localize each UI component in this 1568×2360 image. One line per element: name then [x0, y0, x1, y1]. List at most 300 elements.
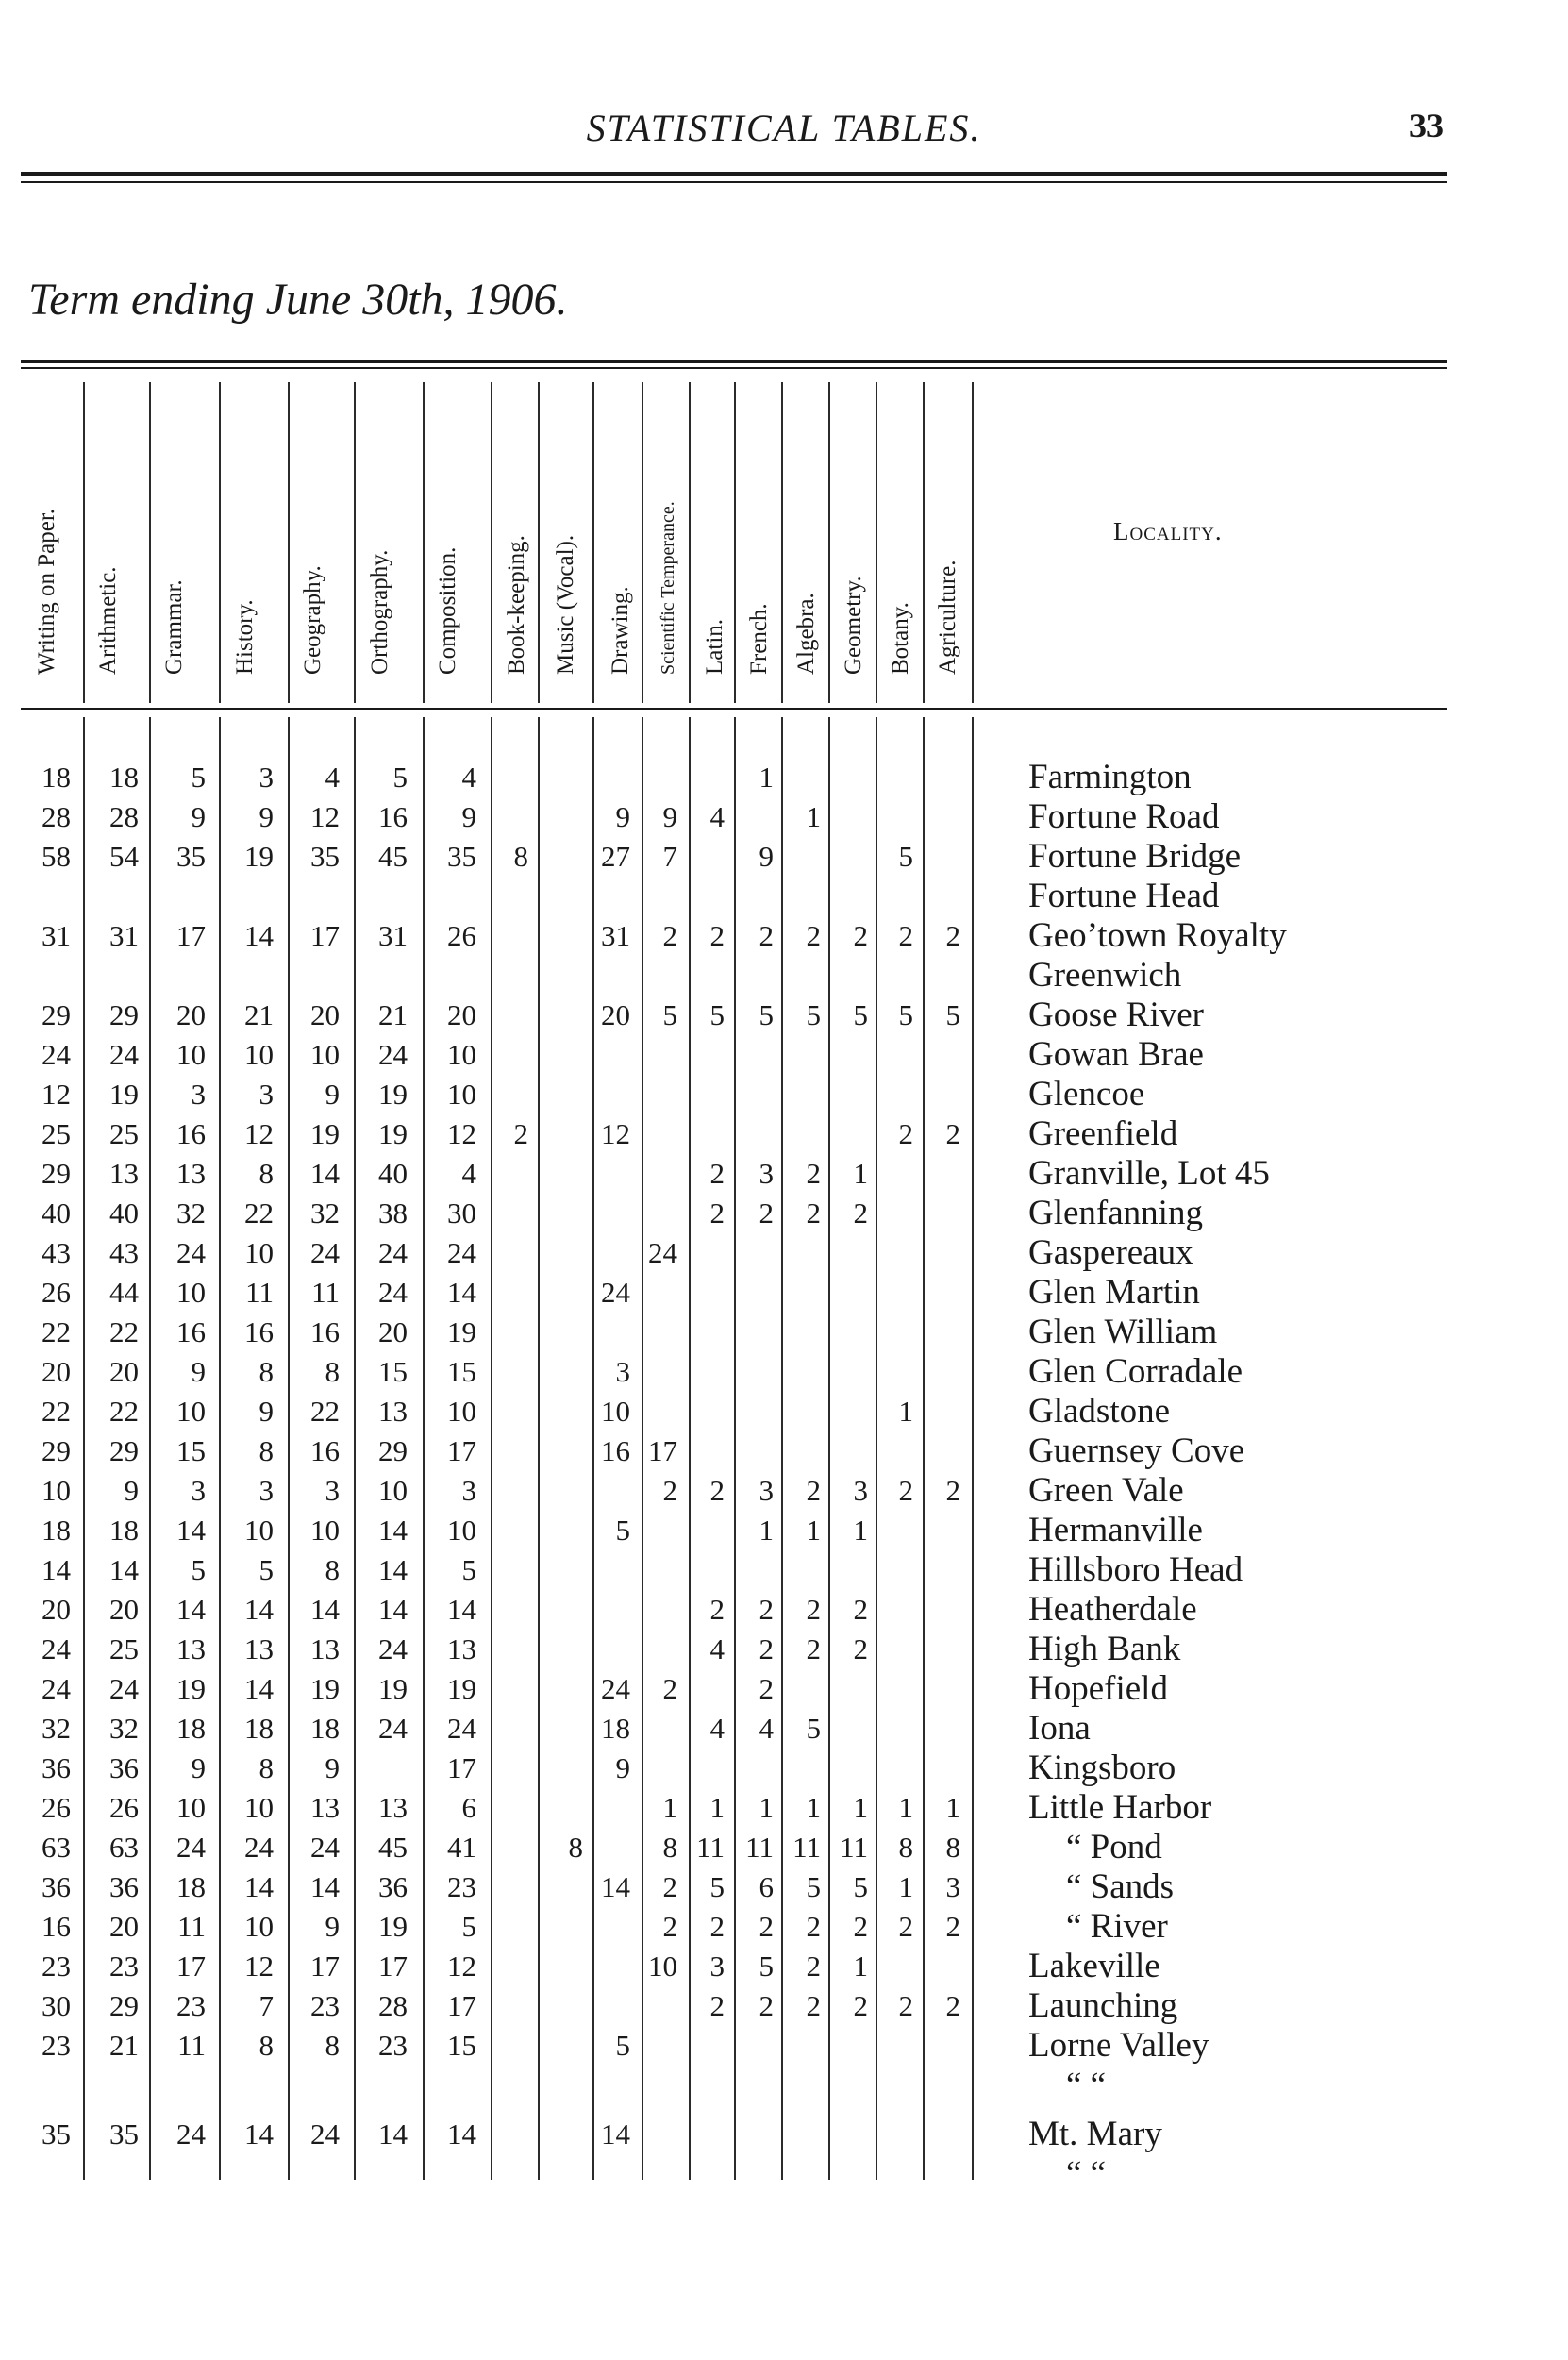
column-divider [354, 382, 356, 703]
table-cell: 10 [176, 1276, 206, 1309]
table-cell: 26 [42, 1791, 71, 1824]
column-divider [828, 382, 830, 703]
table-cell: 6 [759, 1870, 774, 1903]
table-cell: 18 [601, 1712, 630, 1745]
table-cell: 18 [310, 1712, 340, 1745]
table-cell: 12 [601, 1117, 630, 1150]
table-cell: 29 [109, 998, 139, 1031]
table-cell: 2 [806, 1910, 821, 1943]
table-cell: 36 [109, 1870, 139, 1903]
table-cell: 4 [709, 800, 725, 833]
table-cell: 5 [615, 1514, 630, 1547]
table-cell: 5 [806, 998, 821, 1031]
table-cell: 2 [709, 1910, 725, 1943]
locality-name: Iona [1028, 1709, 1091, 1748]
table-cell: 2 [945, 1910, 960, 1943]
table-cell: 11 [840, 1831, 868, 1864]
table-cell: 24 [378, 1712, 408, 1745]
table-cell: 31 [109, 919, 139, 952]
locality-name: Geo’town Royalty [1028, 916, 1287, 955]
table-cell: 2 [898, 1910, 913, 1943]
table-cell: 10 [648, 1950, 677, 1983]
table-cell: 2 [806, 1593, 821, 1626]
table-cell: 22 [42, 1395, 71, 1428]
table-cell: 20 [310, 998, 340, 1031]
table-cell: 13 [176, 1632, 206, 1665]
table-cell: 2 [945, 1989, 960, 2022]
table-cell: 1 [806, 1791, 821, 1824]
table-cell: 24 [310, 1831, 340, 1864]
column-header: Writing on Paper. [34, 508, 59, 675]
table-cell: 2 [806, 1950, 821, 1983]
table-cell: 10 [310, 1038, 340, 1071]
table-cell: 10 [447, 1395, 476, 1428]
table-cell: 6 [461, 1791, 476, 1824]
table-cell: 30 [447, 1197, 476, 1230]
table-cell: 18 [176, 1870, 206, 1903]
table-cell: 22 [109, 1315, 139, 1348]
column-divider [876, 382, 877, 703]
table-cell: 5 [191, 1553, 206, 1586]
locality-name: Little Harbor [1028, 1788, 1212, 1827]
table-cell: 9 [325, 1910, 340, 1943]
table-cell: 23 [42, 1950, 71, 1983]
table-cell: 5 [853, 1870, 868, 1903]
table-cell: 14 [378, 1593, 408, 1626]
table-cell: 14 [244, 2117, 274, 2151]
running-title: STATISTICAL TABLES. [586, 107, 982, 149]
column-divider [781, 382, 783, 703]
table-cell: 14 [447, 1276, 476, 1309]
table-cell: 2 [759, 1197, 774, 1230]
table-cell: 18 [109, 1514, 139, 1547]
table-cell: 40 [378, 1157, 408, 1190]
table-cell: 5 [709, 1870, 725, 1903]
column-divider [354, 717, 356, 2180]
locality-name: Fortune Road [1028, 797, 1220, 836]
locality-name: Glen Martin [1028, 1273, 1200, 1312]
table-cell: 12 [244, 1117, 274, 1150]
table-cell: 2 [806, 1197, 821, 1230]
table-cell: 24 [310, 2117, 340, 2151]
locality-name: “ Pond [1066, 1828, 1162, 1866]
table-cell: 8 [568, 1831, 583, 1864]
table-cell: 17 [447, 1434, 476, 1467]
table-cell: 14 [310, 1870, 340, 1903]
column-divider [219, 717, 221, 2180]
locality-name: Heatherdale [1028, 1590, 1197, 1629]
table-cell: 36 [109, 1751, 139, 1784]
table-cell: 10 [244, 1791, 274, 1824]
column-divider [538, 717, 540, 2180]
locality-name: Hopefield [1028, 1669, 1168, 1708]
table-cell: 32 [109, 1712, 139, 1745]
table-cell: 2 [709, 1989, 725, 2022]
table-cell: 2 [806, 919, 821, 952]
locality-name: Launching [1028, 1986, 1178, 2025]
table-cell: 2 [759, 1593, 774, 1626]
table-cell: 13 [447, 1632, 476, 1665]
table-cell: 9 [759, 840, 774, 873]
table-cell: 24 [601, 1276, 630, 1309]
table-cell: 40 [109, 1197, 139, 1230]
column-divider [972, 717, 974, 2180]
locality-name: Kingsboro [1028, 1749, 1176, 1787]
table-cell: 5 [945, 998, 960, 1031]
table-cell: 23 [176, 1989, 206, 2022]
table-cell: 36 [42, 1870, 71, 1903]
table-cell: 9 [191, 1355, 206, 1388]
table-cell: 45 [378, 840, 408, 873]
locality-name: Gaspereaux [1028, 1233, 1193, 1272]
table-cell: 5 [392, 761, 408, 794]
table-cell: 19 [378, 1078, 408, 1111]
table-cell: 2 [662, 919, 677, 952]
table-cell: 3 [259, 1474, 274, 1507]
table-cell: 17 [176, 919, 206, 952]
table-cell: 2 [853, 1197, 868, 1230]
table-cell: 22 [310, 1395, 340, 1428]
table-cell: 10 [310, 1514, 340, 1547]
table-cell: 24 [378, 1236, 408, 1269]
table-cell: 1 [662, 1791, 677, 1824]
table-cell: 5 [898, 840, 913, 873]
table-cell: 14 [378, 2117, 408, 2151]
table-cell: 18 [42, 1514, 71, 1547]
table-cell: 2 [945, 1117, 960, 1150]
table-cell: 24 [378, 1276, 408, 1309]
table-cell: 21 [244, 998, 274, 1031]
column-header: Orthography. [367, 549, 392, 675]
column-header: Latin. [702, 618, 727, 675]
column-divider [923, 382, 925, 703]
table-cell: 1 [759, 1791, 774, 1824]
table-cell: 35 [447, 840, 476, 873]
table-cell: 16 [42, 1910, 71, 1943]
table-cell: 58 [42, 840, 71, 873]
table-cell: 18 [109, 761, 139, 794]
table-cell: 3 [259, 1078, 274, 1111]
table-cell: 10 [447, 1514, 476, 1547]
table-cell: 29 [378, 1434, 408, 1467]
table-cell: 21 [109, 2029, 139, 2062]
table-cell: 2 [945, 919, 960, 952]
table-cell: 13 [310, 1632, 340, 1665]
locality-name: Granville, Lot 45 [1028, 1154, 1270, 1193]
column-divider [423, 717, 425, 2180]
table-cell: 19 [378, 1117, 408, 1150]
table-cell: 2 [662, 1474, 677, 1507]
table-cell: 17 [447, 1989, 476, 2022]
table-cell: 2 [853, 1989, 868, 2022]
table-cell: 20 [42, 1355, 71, 1388]
table-cell: 14 [244, 919, 274, 952]
table-cell: 35 [109, 2117, 139, 2151]
table-cell: 16 [601, 1434, 630, 1467]
table-cell: 1 [853, 1950, 868, 1983]
column-header: Agriculture. [935, 560, 960, 675]
table-cell: 9 [191, 800, 206, 833]
table-cell: 10 [42, 1474, 71, 1507]
table-cell: 29 [42, 1434, 71, 1467]
column-divider [538, 382, 540, 703]
table-cell: 3 [461, 1474, 476, 1507]
table-cell: 15 [447, 2029, 476, 2062]
column-divider [83, 717, 85, 2180]
table-cell: 20 [109, 1355, 139, 1388]
table-cell: 12 [447, 1950, 476, 1983]
table-cell: 13 [310, 1791, 340, 1824]
locality-name: Glencoe [1028, 1075, 1145, 1113]
table-cell: 19 [378, 1672, 408, 1705]
table-cell: 2 [898, 1989, 913, 2022]
table-cell: 3 [191, 1078, 206, 1111]
table-cell: 54 [109, 840, 139, 873]
column-divider [219, 382, 221, 703]
table-cell: 16 [310, 1315, 340, 1348]
table-cell: 24 [42, 1672, 71, 1705]
table-cell: 15 [378, 1355, 408, 1388]
table-cell: 14 [310, 1157, 340, 1190]
table-cell: 8 [259, 1434, 274, 1467]
table-cell: 1 [853, 1157, 868, 1190]
table-cell: 35 [176, 840, 206, 873]
table-cell: 43 [42, 1236, 71, 1269]
table-cell: 11 [245, 1276, 274, 1309]
locality-name: Lorne Valley [1028, 2026, 1209, 2065]
table-cell: 1 [806, 800, 821, 833]
table-cell: 16 [244, 1315, 274, 1348]
table-cell: 2 [853, 919, 868, 952]
table-cell: 10 [244, 1236, 274, 1269]
table-cell: 12 [447, 1117, 476, 1150]
column-divider [491, 717, 492, 2180]
table-cell: 2 [759, 1672, 774, 1705]
table-cell: 9 [615, 800, 630, 833]
table-cell: 9 [325, 1751, 340, 1784]
table-cell: 3 [759, 1157, 774, 1190]
table-cell: 8 [259, 1355, 274, 1388]
table-cell: 3 [759, 1474, 774, 1507]
table-cell: 20 [601, 998, 630, 1031]
table-cell: 14 [42, 1553, 71, 1586]
table-cell: 19 [447, 1672, 476, 1705]
table-cell: 3 [325, 1474, 340, 1507]
table-cell: 10 [176, 1038, 206, 1071]
column-divider [734, 382, 736, 703]
table-cell: 10 [176, 1395, 206, 1428]
table-cell: 5 [615, 2029, 630, 2062]
table-cell: 19 [176, 1672, 206, 1705]
table-cell: 9 [259, 1395, 274, 1428]
table-cell: 10 [244, 1514, 274, 1547]
table-cell: 29 [109, 1989, 139, 2022]
column-divider [689, 382, 691, 703]
table-cell: 4 [709, 1632, 725, 1665]
table-cell: 36 [378, 1870, 408, 1903]
table-cell: 18 [244, 1712, 274, 1745]
column-header: Drawing. [608, 586, 633, 675]
table-cell: 22 [42, 1315, 71, 1348]
table-cell: 43 [109, 1236, 139, 1269]
locality-name: Fortune Bridge [1028, 837, 1242, 876]
table-cell: 9 [615, 1751, 630, 1784]
table-cell: 63 [42, 1831, 71, 1864]
table-cell: 10 [447, 1038, 476, 1071]
locality-name: Hermanville [1028, 1511, 1203, 1549]
table-cell: 2 [806, 1632, 821, 1665]
table-cell: 8 [662, 1831, 677, 1864]
locality-name: Greenwich [1028, 956, 1182, 995]
table-cell: 5 [709, 998, 725, 1031]
table-cell: 10 [244, 1910, 274, 1943]
table-cell: 2 [853, 1910, 868, 1943]
table-cell: 7 [662, 840, 677, 873]
table-cell: 9 [325, 1078, 340, 1111]
table-cell: 5 [662, 998, 677, 1031]
table-cell: 8 [259, 2029, 274, 2062]
table-cell: 25 [109, 1117, 139, 1150]
column-header: Scientific Temperance. [657, 501, 678, 675]
table-cell: 41 [447, 1831, 476, 1864]
table-cell: 13 [378, 1791, 408, 1824]
locality-name: Greenfield [1028, 1114, 1178, 1153]
table-cell: 19 [109, 1078, 139, 1111]
table-cell: 14 [378, 1553, 408, 1586]
table-cell: 2 [945, 1474, 960, 1507]
table-cell: 14 [109, 1553, 139, 1586]
locality-name: Glen William [1028, 1313, 1218, 1351]
locality-name: Hillsboro Head [1028, 1550, 1243, 1589]
table-cell: 18 [176, 1712, 206, 1745]
locality-name: Glenfanning [1028, 1194, 1203, 1232]
table-cell: 5 [759, 1950, 774, 1983]
table-cell: 32 [310, 1197, 340, 1230]
table-cell: 16 [176, 1117, 206, 1150]
table-cell: 1 [898, 1870, 913, 1903]
table-cell: 24 [176, 1236, 206, 1269]
table-cell: 18 [42, 761, 71, 794]
table-cell: 14 [176, 1593, 206, 1626]
table-cell: 20 [42, 1593, 71, 1626]
locality-name: Fortune Head [1028, 877, 1220, 915]
table-cell: 7 [259, 1989, 274, 2022]
locality-name: High Bank [1028, 1630, 1181, 1668]
table-cell: 25 [109, 1632, 139, 1665]
table-cell: 17 [310, 919, 340, 952]
table-cell: 2 [662, 1910, 677, 1943]
table-cell: 24 [378, 1038, 408, 1071]
table-cell: 24 [109, 1038, 139, 1071]
table-cell: 28 [378, 1989, 408, 2022]
table-cell: 2 [709, 1593, 725, 1626]
table-cell: 2 [709, 919, 725, 952]
table-cell: 35 [310, 840, 340, 873]
table-cell: 10 [447, 1078, 476, 1111]
table-cell: 40 [42, 1197, 71, 1230]
table-cell: 14 [244, 1672, 274, 1705]
locality-name: Goose River [1028, 996, 1204, 1034]
table-cell: 30 [42, 1989, 71, 2022]
table-cell: 13 [176, 1157, 206, 1190]
table-cell: 25 [42, 1117, 71, 1150]
locality-header: Locality. [1113, 517, 1223, 545]
table-cell: 2 [759, 1910, 774, 1943]
table-cell: 8 [325, 1355, 340, 1388]
table-cell: 21 [378, 998, 408, 1031]
table-cell: 3 [945, 1870, 960, 1903]
table-cell: 8 [325, 2029, 340, 2062]
locality-name: “ “ [1066, 2154, 1107, 2193]
table-cell: 3 [191, 1474, 206, 1507]
table-cell: 24 [176, 2117, 206, 2151]
table-cell: 17 [378, 1950, 408, 1983]
column-divider [149, 382, 151, 703]
locality-name: Glen Corradale [1028, 1352, 1243, 1391]
table-cell: 9 [191, 1751, 206, 1784]
table-cell: 24 [42, 1632, 71, 1665]
column-header: Algebra. [793, 593, 819, 675]
table-cell: 24 [244, 1831, 274, 1864]
table-cell: 9 [124, 1474, 139, 1507]
table-cell: 24 [176, 1831, 206, 1864]
table-cell: 23 [310, 1989, 340, 2022]
header-bottom-rule [21, 708, 1447, 710]
table-cell: 14 [176, 1514, 206, 1547]
top-rule-thin [21, 181, 1447, 183]
table-cell: 28 [109, 800, 139, 833]
table-cell: 23 [109, 1950, 139, 1983]
table-cell: 2 [709, 1157, 725, 1190]
table-cell: 31 [378, 919, 408, 952]
table-cell: 23 [447, 1870, 476, 1903]
table-cell: 8 [259, 1751, 274, 1784]
table-cell: 32 [176, 1197, 206, 1230]
table-cell: 10 [378, 1474, 408, 1507]
table-cell: 1 [898, 1395, 913, 1428]
table-cell: 8 [513, 840, 528, 873]
column-divider [972, 382, 974, 703]
table-cell: 2 [853, 1632, 868, 1665]
table-cell: 2 [898, 1474, 913, 1507]
locality-name: “ “ [1066, 2066, 1107, 2104]
table-cell: 11 [177, 1910, 206, 1943]
column-header: Grammar. [161, 579, 187, 675]
table-cell: 4 [325, 761, 340, 794]
table-cell: 20 [378, 1315, 408, 1348]
table-cell: 24 [447, 1236, 476, 1269]
term-heading: Term ending June 30th, 1906. [28, 275, 568, 325]
table-cell: 11 [311, 1276, 340, 1309]
table-cell: 1 [898, 1791, 913, 1824]
table-cell: 35 [42, 2117, 71, 2151]
column-divider [83, 382, 85, 703]
table-cell: 20 [176, 998, 206, 1031]
column-header: Geography. [300, 565, 325, 675]
table-cell: 4 [709, 1712, 725, 1745]
table-cell: 2 [806, 1157, 821, 1190]
table-cell: 14 [378, 1514, 408, 1547]
table-cell: 2 [898, 1117, 913, 1150]
table-cell: 26 [42, 1276, 71, 1309]
table-cell: 24 [601, 1672, 630, 1705]
locality-name: Guernsey Cove [1028, 1431, 1245, 1470]
table-cell: 22 [244, 1197, 274, 1230]
table-cell: 2 [759, 1989, 774, 2022]
table-cell: 5 [191, 761, 206, 794]
table-cell: 45 [378, 1831, 408, 1864]
table-cell: 28 [42, 800, 71, 833]
